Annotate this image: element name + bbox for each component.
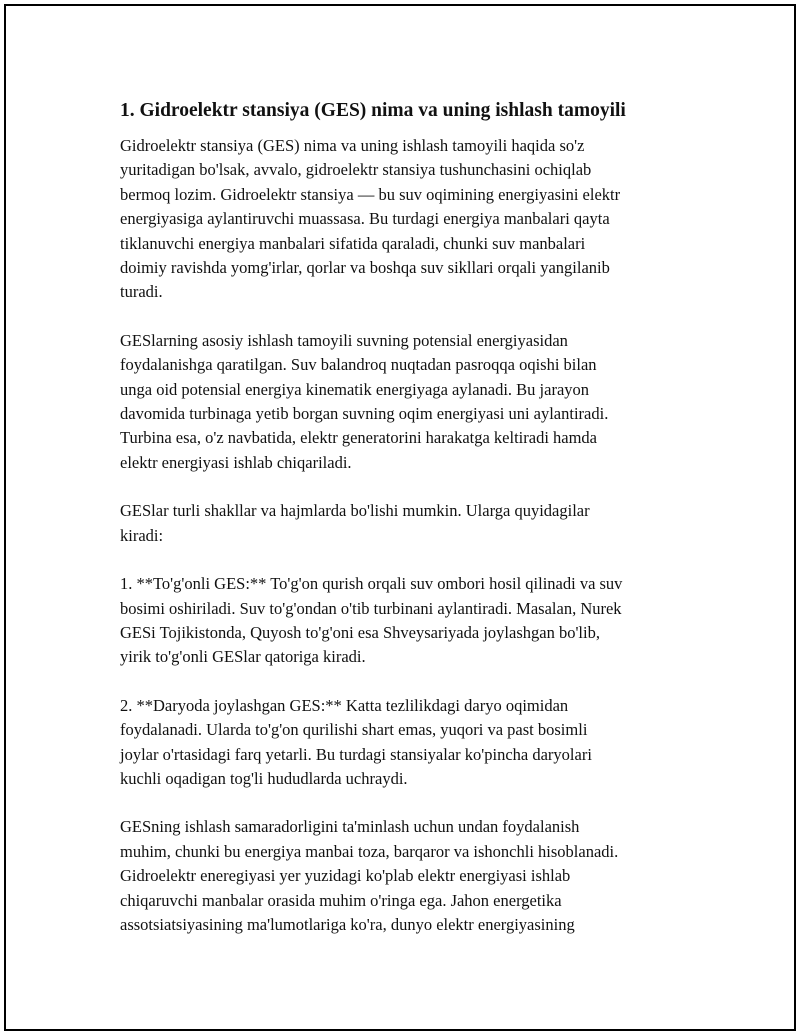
text-line: foydalanadi. Ularda to'g'on qurilishi shart emas, yuqori va past bosimli <box>120 720 588 740</box>
section-heading: 1. Gidroelektr stansiya (GES) nima va uning ishlash tamoyili <box>120 100 626 121</box>
text-line: yuritadigan bo'lsak, avvalo, gidroelektr stansiya tushunchasini ochiqlab <box>120 160 592 180</box>
text-line: kiradi: <box>120 525 164 545</box>
paragraph-intro <box>120 134 680 305</box>
text-line: joylar o'rtasidagi farq yetarli. Bu turdagi stansiyalar ko'pincha daryolari <box>120 744 592 764</box>
document-body <box>120 98 680 937</box>
text-line: Gidroelektr eneregiyasi yer yuzidagi ko'plab elektr energiyasi ishlab <box>120 866 571 886</box>
text-line: GESlarning asosiy ishlash tamoyili suvning potensial energiyasidan <box>120 330 568 350</box>
paragraph-dam-ges <box>120 572 680 670</box>
text-line: davomida turbinaga yetib borgan suvning oqim energiyasi uni aylantiradi. <box>120 404 609 424</box>
text-line: chiqaruvchi manbalar orasida muhim o'ringa ega. Jahon energetika <box>120 890 562 910</box>
text-line: GESi Tojikistonda, Quyosh to'g'oni esa Shveysariyada joylashgan bo'lib, <box>120 622 600 642</box>
text-line: doimiy ravishda yomg'irlar, qorlar va boshqa suv sikllari orqali yangilanib <box>120 258 610 278</box>
text-line: assotsiatsiyasining ma'lumotlariga ko'ra, dunyo elektr energiyasining <box>120 914 575 934</box>
page-frame <box>4 4 796 1031</box>
text-line: unga oid potensial energiya kinematik energiyaga aylanadi. Bu jarayon <box>120 379 590 399</box>
text-line: Turbina esa, o'z navbatida, elektr generatorini harakatga keltiradi hamda <box>120 428 598 448</box>
text-line: muhim, chunki bu energiya manbai toza, barqaror va ishonchli hisoblanadi. <box>120 841 619 861</box>
text-line: 1. **To'g'onli GES:** To'g'on qurish orqali suv ombori hosil qilinadi va suv <box>120 574 623 594</box>
text-line: elektr energiyasi ishlab chiqariladi. <box>120 452 352 472</box>
text-line: bosimi oshiriladi. Suv to'g'ondan o'tib turbinani aylantiradi. Masalan, Nurek <box>120 598 622 618</box>
paragraph-types-intro <box>120 499 680 548</box>
paragraph-principle <box>120 329 680 475</box>
text-line: bermoq lozim. Gidroelektr stansiya — bu suv oqimining energiyasini elektr <box>120 184 621 204</box>
text-line: GESning ishlash samaradorligini ta'minlash uchun undan foydalanish <box>120 817 580 837</box>
paragraph-efficiency <box>120 815 680 937</box>
text-line: energiyasiga aylantiruvchi muassasa. Bu turdagi energiya manbalari qayta <box>120 209 610 229</box>
text-line: kuchli oqadigan tog'li hududlarda uchraydi. <box>120 768 408 788</box>
text-line: foydalanishga qaratilgan. Suv balandroq nuqtadan pasroqqa oqishi bilan <box>120 355 597 375</box>
text-line: yirik to'g'onli GESlar qatoriga kiradi. <box>120 647 366 667</box>
text-line: Gidroelektr stansiya (GES) nima va uning ishlash tamoyili haqida so'z <box>120 136 585 155</box>
text-line: tiklanuvchi energiya manbalari sifatida qaraladi, chunki suv manbalari <box>120 233 586 253</box>
paragraph-river-ges <box>120 694 680 792</box>
text-line: GESlar turli shakllar va hajmlarda bo'lishi mumkin. Ularga quyidagilar <box>120 501 590 521</box>
text-line: 2. **Daryoda joylashgan GES:** Katta tezlilikdagi daryo oqimidan <box>120 695 569 715</box>
text-line: turadi. <box>120 282 163 302</box>
